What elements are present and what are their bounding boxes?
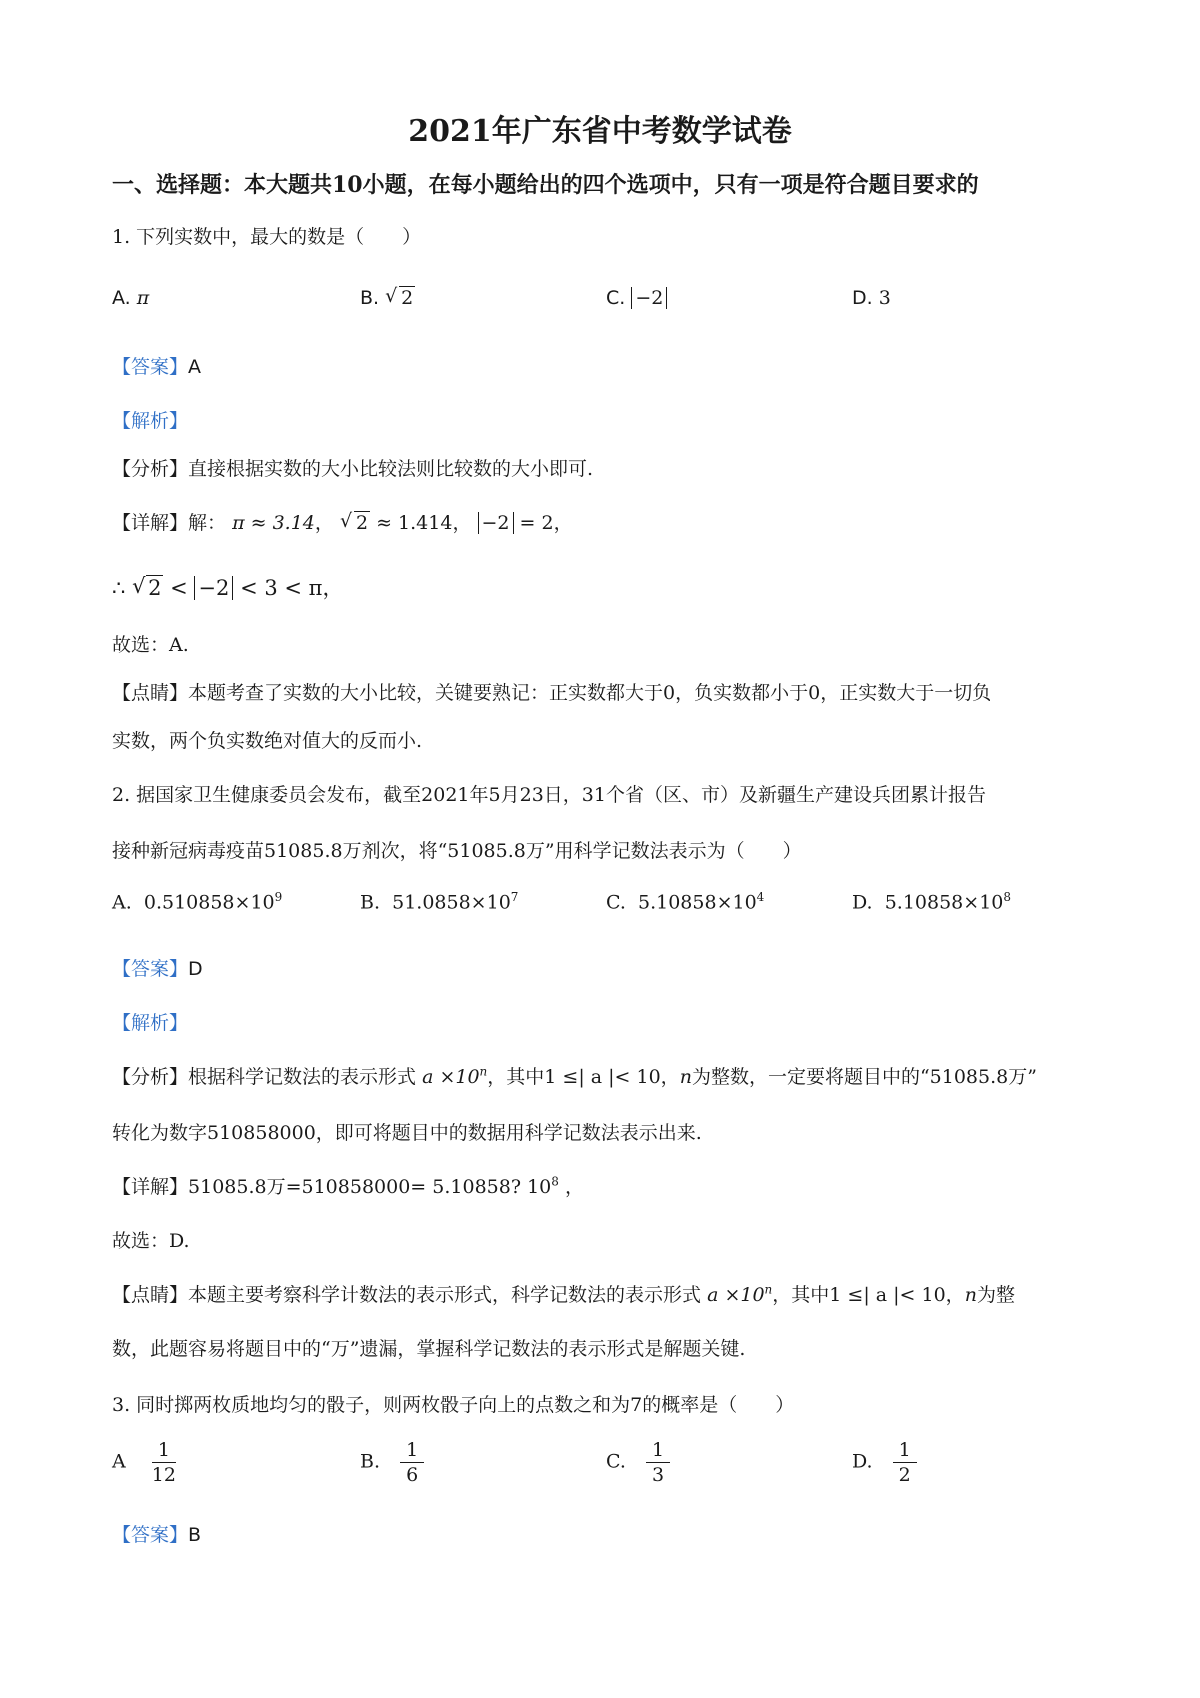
fraction: $\frac{1}{6}$ xyxy=(400,1438,424,1487)
fraction: $\frac{1}{2}$ xyxy=(893,1438,917,1487)
q1-stem: 1. 下列实数中，最大的数是（ ） xyxy=(112,226,422,248)
q2-analysis-label: 【解析】 xyxy=(112,1012,189,1034)
q1-option-d: D. 3 xyxy=(852,287,891,309)
q1-therefore: ∴ √ 2 < −2 < 3 < π， xyxy=(112,572,343,602)
q1-xiangjie: 【详解】解： π ≈ 3.14， √ 2 ≈ 1.414， −2 = 2， xyxy=(112,508,573,535)
sqrt-symbol: √ 2 xyxy=(132,576,163,600)
q1-option-b: B. √ 2 xyxy=(360,287,415,309)
q1-choose: 故选：A. xyxy=(112,634,189,656)
q2-dianjing-line-2: 数，此题容易将题目中的“万”遗漏，掌握科学记数法的表示形式是解题关键. xyxy=(112,1338,746,1360)
fraction: $\frac{1}{3}$ xyxy=(646,1438,670,1487)
q2-stem-line-2: 接种新冠病毒疫苗51085.8万剂次，将“51085.8万”用科学记数法表示为（ ） xyxy=(112,840,802,862)
q1-dianjing-line-2: 实数，两个负实数绝对值大的反而小. xyxy=(112,730,423,752)
q2-fenxi-line-1: 【分析】根据科学记数法的表示形式 $a \times 10^n$，其中1 ≤| a |< 10，n为整数，一定要将题目中的“51085.8万” xyxy=(112,1064,1037,1088)
q2-option-b: B. $51.0858\times 10^7$ xyxy=(360,890,519,914)
q1-option-c: C. −2 xyxy=(606,287,667,309)
q1-fenxi: 【分析】直接根据实数的大小比较法则比较数的大小即可. xyxy=(112,458,594,480)
q3-option-d: D. $\frac{1}{2}$ xyxy=(852,1438,917,1487)
section-heading: 一、选择题：本大题共10小题，在每小题给出的四个选项中，只有一项是符合题目要求的 xyxy=(112,172,979,198)
q2-answer: 【答案】D xyxy=(112,958,203,980)
q2-option-c: C. $5.10858\times 10^4$ xyxy=(606,890,765,914)
q2-fenxi-line-2: 转化为数字510858000，即可将题目中的数据用科学记数法表示出来. xyxy=(112,1122,702,1144)
q2-dianjing-line-1: 【点睛】本题主要考察科学计数法的表示形式，科学记数法的表示形式 $a \times 10^n$，其中1 ≤| a |< 10，n为整 xyxy=(112,1282,1015,1306)
q2-xiangjie: 【详解】51085.8万=510858000= 5.10858? $10^8$ ， xyxy=(112,1174,584,1198)
page-title: 2021年广东省中考数学试卷 xyxy=(408,114,792,149)
q3-answer: 【答案】B xyxy=(112,1524,202,1546)
q3-option-a: A $\frac{1}{12}$ xyxy=(112,1438,182,1487)
sqrt-symbol: √ 2 xyxy=(385,287,415,309)
q3-stem: 3. 同时掷两枚质地均匀的骰子，则两枚骰子向上的点数之和为7的概率是（ ） xyxy=(112,1394,795,1416)
fraction: $\frac{1}{12}$ xyxy=(151,1439,176,1486)
q3-option-c: C. $\frac{1}{3}$ xyxy=(606,1438,670,1487)
q2-option-d: D. $5.10858\times 10^8$ xyxy=(852,890,1012,914)
q2-choose: 故选：D. xyxy=(112,1230,190,1252)
q1-dianjing-line-1: 【点睛】本题考查了实数的大小比较，关键要熟记：正实数都大于0，负实数都小于0，正实数大于一切负 xyxy=(112,682,992,704)
q3-option-b: B. $\frac{1}{6}$ xyxy=(360,1438,424,1487)
q2-stem-line-1: 2. 据国家卫生健康委员会发布，截至2021年5月23日，31个省（区、市）及新疆生产建设兵团累计报告 xyxy=(112,784,986,806)
q1-answer: 【答案】A xyxy=(112,356,202,378)
sqrt-symbol: √ 2 xyxy=(340,512,370,534)
q1-analysis-label: 【解析】 xyxy=(112,410,189,432)
q2-option-a: A. $0.510858\times 10^9$ xyxy=(112,890,283,914)
q1-option-a: A. π xyxy=(112,287,150,309)
